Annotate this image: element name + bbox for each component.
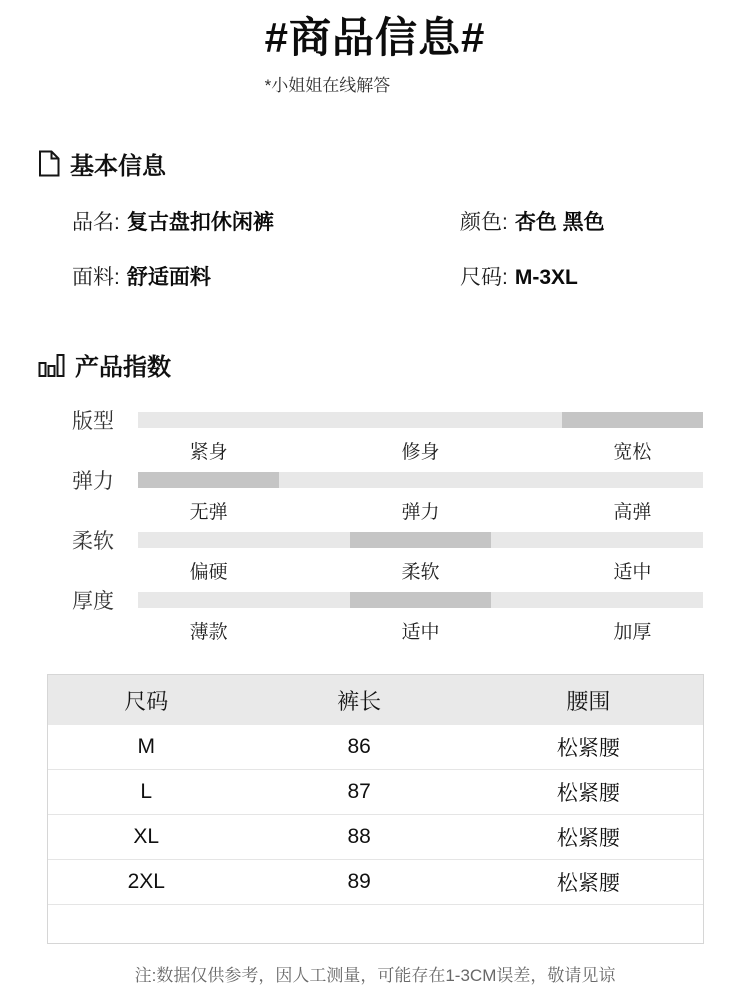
cell-size: XL bbox=[133, 825, 160, 849]
info-label: 面料: bbox=[72, 266, 120, 290]
basic-info-header bbox=[38, 146, 750, 181]
metric-thickness bbox=[72, 590, 703, 644]
column-header-waist: 腰围 bbox=[566, 688, 611, 714]
tick-label: 薄款 bbox=[189, 622, 228, 644]
metrics-list bbox=[72, 410, 703, 644]
page-subtitle: *小姐姐在线解答 bbox=[264, 76, 391, 96]
metric-highlight bbox=[350, 532, 491, 548]
cell-waist: 松紧腰 bbox=[556, 827, 620, 851]
tick-label: 高弹 bbox=[613, 502, 652, 524]
info-field-fabric bbox=[72, 261, 460, 291]
cell-pants-length: 89 bbox=[347, 870, 371, 894]
cell-waist: 松紧腰 bbox=[556, 782, 620, 806]
metric-name: 弹力 bbox=[72, 470, 114, 494]
product-index-title: 产品指数 bbox=[75, 354, 171, 382]
metric-highlight bbox=[350, 592, 491, 608]
info-value: 杏色 黑色 bbox=[514, 211, 605, 235]
metric-ticks bbox=[138, 435, 703, 464]
size-table-header bbox=[48, 675, 703, 725]
metric-name: 版型 bbox=[72, 410, 114, 434]
metric-ticks bbox=[138, 495, 703, 524]
metric-name: 柔软 bbox=[72, 530, 114, 554]
tick-label: 偏硬 bbox=[189, 562, 228, 584]
table-row bbox=[48, 815, 703, 860]
cell-pants-length: 88 bbox=[347, 825, 371, 849]
info-label: 颜色: bbox=[460, 211, 508, 235]
size-table bbox=[47, 674, 704, 944]
tick-label: 宽松 bbox=[613, 442, 652, 464]
page-title: #商品信息# bbox=[264, 14, 486, 61]
metric-ticks bbox=[138, 555, 703, 584]
document-icon bbox=[38, 150, 60, 177]
tick-label: 紧身 bbox=[189, 442, 228, 464]
info-label: 品名: bbox=[72, 211, 120, 235]
table-bottom-space bbox=[48, 905, 703, 943]
tick-label: 柔软 bbox=[401, 562, 440, 584]
cell-pants-length: 87 bbox=[347, 780, 371, 804]
tick-label: 适中 bbox=[401, 622, 440, 644]
metric-track bbox=[138, 472, 703, 488]
metric-track bbox=[138, 412, 703, 428]
tick-label: 弹力 bbox=[401, 502, 440, 524]
metric-fit bbox=[72, 410, 703, 464]
tick-label: 修身 bbox=[401, 442, 440, 464]
basic-info-grid bbox=[72, 206, 750, 291]
page-header bbox=[0, 0, 750, 96]
table-row bbox=[48, 860, 703, 905]
tick-label: 适中 bbox=[613, 562, 652, 584]
cell-waist: 松紧腰 bbox=[556, 872, 620, 896]
cell-size: L bbox=[140, 780, 153, 804]
basic-info-title: 基本信息 bbox=[70, 153, 166, 181]
product-index-section bbox=[0, 347, 750, 644]
table-row bbox=[48, 770, 703, 815]
info-value: 舒适面料 bbox=[126, 266, 211, 290]
info-label: 尺码: bbox=[460, 266, 508, 290]
metric-elasticity bbox=[72, 470, 703, 524]
product-index-header bbox=[38, 347, 750, 382]
metric-name: 厚度 bbox=[72, 590, 114, 614]
column-header-size: 尺码 bbox=[124, 688, 169, 714]
info-field-color bbox=[460, 206, 750, 236]
footer-note: 注:数据仅供参考，因人工测量，可能存在1-3CM误差，敬请见谅 bbox=[134, 966, 616, 986]
basic-info-section bbox=[0, 146, 750, 291]
info-field-product-name bbox=[72, 206, 460, 236]
info-field-size-range bbox=[460, 261, 750, 291]
metric-track bbox=[138, 592, 703, 608]
cell-waist: 松紧腰 bbox=[556, 737, 620, 761]
cell-pants-length: 86 bbox=[347, 735, 371, 759]
metric-highlight bbox=[562, 412, 703, 428]
metric-highlight bbox=[138, 472, 279, 488]
metric-softness bbox=[72, 530, 703, 584]
info-value: 复古盘扣休闲裤 bbox=[126, 211, 274, 235]
metric-track bbox=[138, 532, 703, 548]
bar-chart-icon bbox=[38, 352, 65, 378]
column-header-pants-length: 裤长 bbox=[337, 688, 382, 714]
metric-ticks bbox=[138, 615, 703, 644]
tick-label: 加厚 bbox=[613, 622, 652, 644]
tick-label: 无弹 bbox=[189, 502, 228, 524]
cell-size: 2XL bbox=[127, 870, 165, 894]
cell-size: M bbox=[137, 735, 155, 759]
table-row bbox=[48, 725, 703, 770]
info-value: M-3XL bbox=[514, 266, 578, 290]
